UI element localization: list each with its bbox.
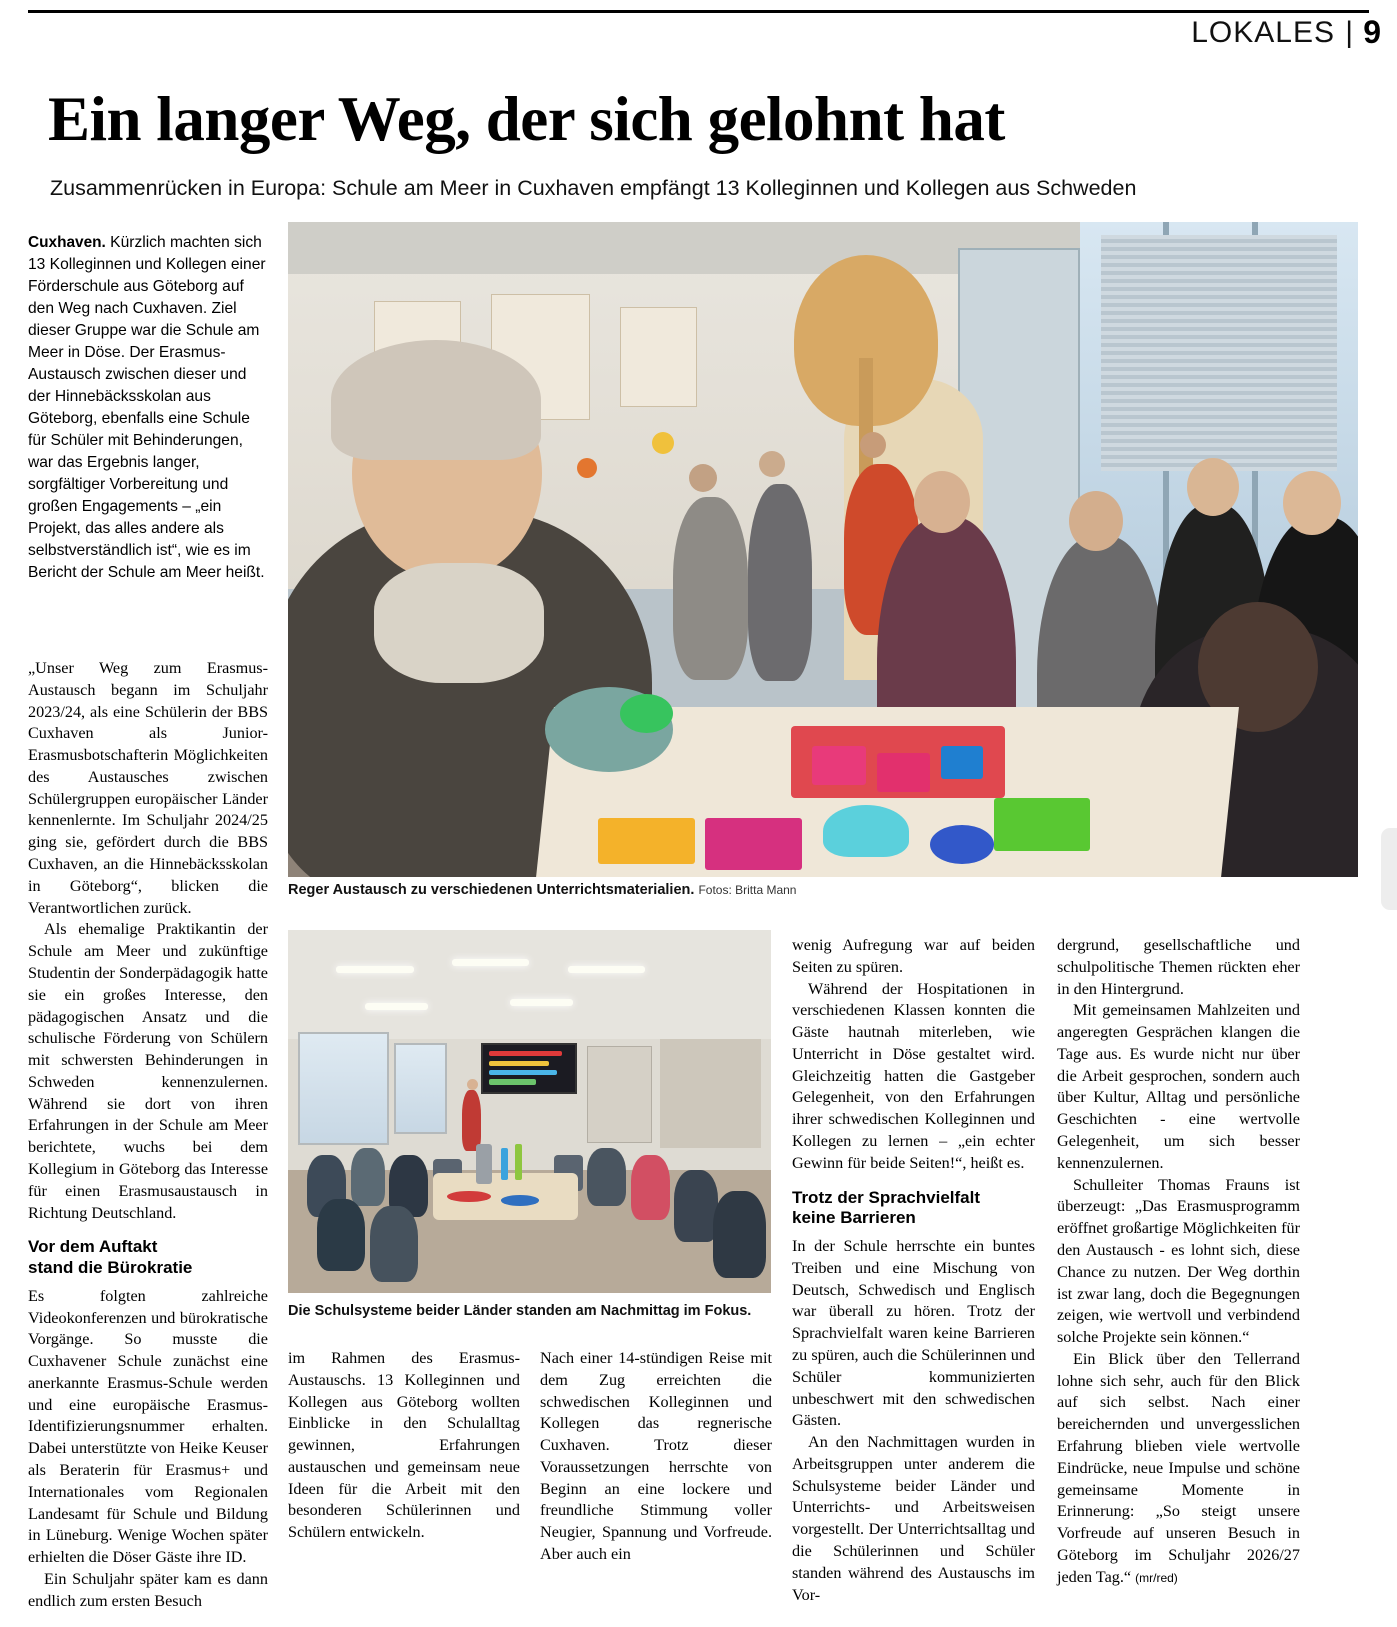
- photo-second-scene: [288, 930, 771, 1293]
- paragraph: Während der Hospitationen in verschiedenen Klassen konnten die Gäste hautnah miterleben, wie Unterricht in Döse gestaltet wird. Gleichzeitig hatten die Gastgeber Gelegenheit, von den Erfahrungen ihrer schwedischen Kolleginnen und Kollegen zu lernen – „ein echter Gewinn für beide Seiten!“, heißt es.: [792, 979, 1035, 1172]
- article-column-2: [288, 1348, 520, 1544]
- photo-main: [288, 222, 1358, 877]
- photo-second: [288, 930, 771, 1293]
- section-label: LOKALES: [1191, 16, 1335, 49]
- section-subhead: Vor dem Auftakt stand die Bürokratie: [28, 1237, 193, 1278]
- article-column-4: [792, 935, 1035, 1606]
- paragraph: Nach einer 14-stündigen Reise mit dem Zug erreichten die schwedischen Kolleginnen und Kollegen das regnerische Cuxhaven. Trotz dieser Voraussetzungen herrschte von Beginn an eine lockere und freundliche Stimmung voller Neugier, Spannung und Vorfreude. Aber auch ein: [540, 1349, 772, 1564]
- paragraph: wenig Aufregung war auf beiden Seiten zu spüren.: [792, 936, 1035, 976]
- article-subheadline: Zusammenrücken in Europa: Schule am Meer in Cuxhaven empfängt 13 Kolleginnen und Kollegen aus Schweden: [50, 176, 1137, 200]
- paragraph: [1057, 1349, 1300, 1589]
- scroll-edge-tab[interactable]: [1381, 828, 1397, 910]
- paragraph-text: Kürzlich machten sich 13 Kolleginnen und Kollegen einer Förderschule aus Göteborg auf den Weg nach Cuxhaven. Ziel dieser Gruppe war die Schule am Meer in Döse. Der Erasmus-Austausch zwischen dieser und der Hinnebäcksskolan aus Göteborg, ebenfalls eine Schule für Schüler mit Behinderungen, war das Ergebnis langer, sorgfältiger Vorbereitung und großen Engagements – „ein Projekt, das alles andere als selbstverständlich ist“, wie es im Bericht der Schule am Meer heißt.: [28, 234, 266, 581]
- section-subhead: Trotz der Sprachvielfalt keine Barrieren: [792, 1187, 980, 1228]
- paragraph: Es folgten zahlreiche Videokonferenzen und bürokratische Vorgänge. So musste die Cuxhavener Schule zunächst eine anerkannte Erasmus-Schule werden und eine europäische Erasmus-Identifizierungsnummer erhalten. Dabei unterstützte von Heike Keuser als Beraterin für Erasmus+ und Internationales vom Regionalen Landesamt für Schule und Bildung in Lüneburg. Wenige Wochen später erhielten die Döser Gäste ihre ID.: [28, 1286, 268, 1567]
- paragraph: Schulleiter Thomas Frauns ist überzeugt: „Das Erasmusprogramm eröffnet großartige Möglichkeiten für den Austausch - es lohnt sich, diese Chance zu nutzen. Der Weg dorthin ist zwar lang, doch die Begegnungen zeigen, wie wertvoll und verbindend solche Projekte sein können.“: [1057, 1175, 1300, 1347]
- paragraph: Als ehemalige Praktikantin der Schule am Meer und zukünftige Studentin der Sonderpädagogik hatte sie ein großes Interesse, den pädagogischen Ansatz und die schulische Förderung von Schülern mit schwersten Behinderungen in Schweden kennenzulernen. Während sie dort von ihren Erfahrungen in der Schule am Meer berichtete, wuchs bei dem Kollegium in Göteborg das Interesse für einen Erasmusaustausch in Richtung Deutschland.: [28, 920, 268, 1222]
- paragraph-text: Ein Blick über den Tellerrand lohne sich sehr, auch für den Blick auf sich selbst. Nach einer bereichernden und unvergesslichen Erfahrung blieben viele wertvolle Eindrücke, neue Impulse und schöne gemeinsame Momente in Erinnerung: „So steigt unsere Vorfreude auf unseren Besuch in Göteborg im Schuljahr 2026/27 jeden Tag.“: [1057, 1349, 1300, 1586]
- paragraph: im Rahmen des Erasmus-Austauschs. 13 Kolleginnen und Kollegen aus Göteborg wollten Einblicke in den Schulalltag gewinnen, Erfahrungen austauschen und gemeinsam neue Ideen für die Arbeit mit den besonderen Schülerinnen und Schülern entwickeln.: [288, 1349, 520, 1542]
- masthead-separator: |: [1345, 16, 1353, 49]
- article-column-1-cont: [28, 658, 268, 1613]
- page-number: 9: [1363, 14, 1381, 50]
- page-title: Ein langer Weg, der sich gelohnt hat: [48, 84, 1005, 154]
- article-credit: (mr/red): [1135, 1570, 1178, 1585]
- paragraph: Ein Schuljahr später kam es dann endlich zum ersten Besuch: [28, 1569, 268, 1610]
- paragraph: Mit gemeinsamen Mahlzeiten und angeregten Gesprächen klangen die Tage aus. Es wurde nicht nur über die Arbeit gesprochen, sondern auch über Kultur, Alltag und persönliche Geschichten - eine wertvolle Gelegenheit, um sich besser kennenzulernen.: [1057, 1001, 1300, 1172]
- article-column-1: [28, 232, 268, 584]
- masthead-rule: [28, 10, 1369, 13]
- paragraph: In der Schule herrschte ein buntes Treiben und eine Mischung von Deutsch, Schwedisch und Englisch war überall zu hören. Trotz der Sprachvielfalt waren keine Barrieren zu spüren, auch die Schülerinnen und Schüler kommunizierten unbeschwert mit den schwedischen Gästen.: [792, 1237, 1035, 1430]
- paragraph: dergrund, gesellschaftliche und schulpolitische Themen rückten eher in den Hintergrund.: [1057, 936, 1300, 998]
- photo-main-caption: [288, 882, 1358, 898]
- dateline: Cuxhaven.: [28, 234, 106, 251]
- paragraph: An den Nachmittagen wurden in Arbeitsgruppen unter anderem die Schulsysteme beider Länder und Unterrichts- und Arbeitsweisen vorgestellt. Der Unterrichtsalltag und die Schülerinnen und Schüler standen während des Austauschs im Vor-: [792, 1433, 1035, 1604]
- article-column-3: [540, 1348, 772, 1566]
- masthead: [0, 0, 1397, 56]
- paragraph: „Unser Weg zum Erasmus-Austausch begann im Schuljahr 2023/24, als eine Schülerin der BBS Cuxhaven als Junior-Erasmusbotschafterin Möglichkeiten des Austausches zwischen Schülergruppen europäischer Länder kennenlernte. Im Schuljahr 2024/25 ging sie, gefördert durch die BBS Cuxhaven, an die Hinnebäcksskolan in Göteborg“, blicken die Verantwortlichen zurück.: [28, 659, 268, 917]
- photo-main-scene: [288, 222, 1358, 877]
- article-column-5: [1057, 935, 1300, 1588]
- paragraph: [28, 232, 268, 584]
- photo-main-credit: Fotos: Britta Mann: [698, 883, 797, 897]
- photo-main-caption-text: Reger Austausch zu verschiedenen Unterrichtsmaterialien.: [288, 882, 695, 898]
- photo-second-caption: Die Schulsysteme beider Länder standen am Nachmittag im Fokus.: [288, 1303, 752, 1319]
